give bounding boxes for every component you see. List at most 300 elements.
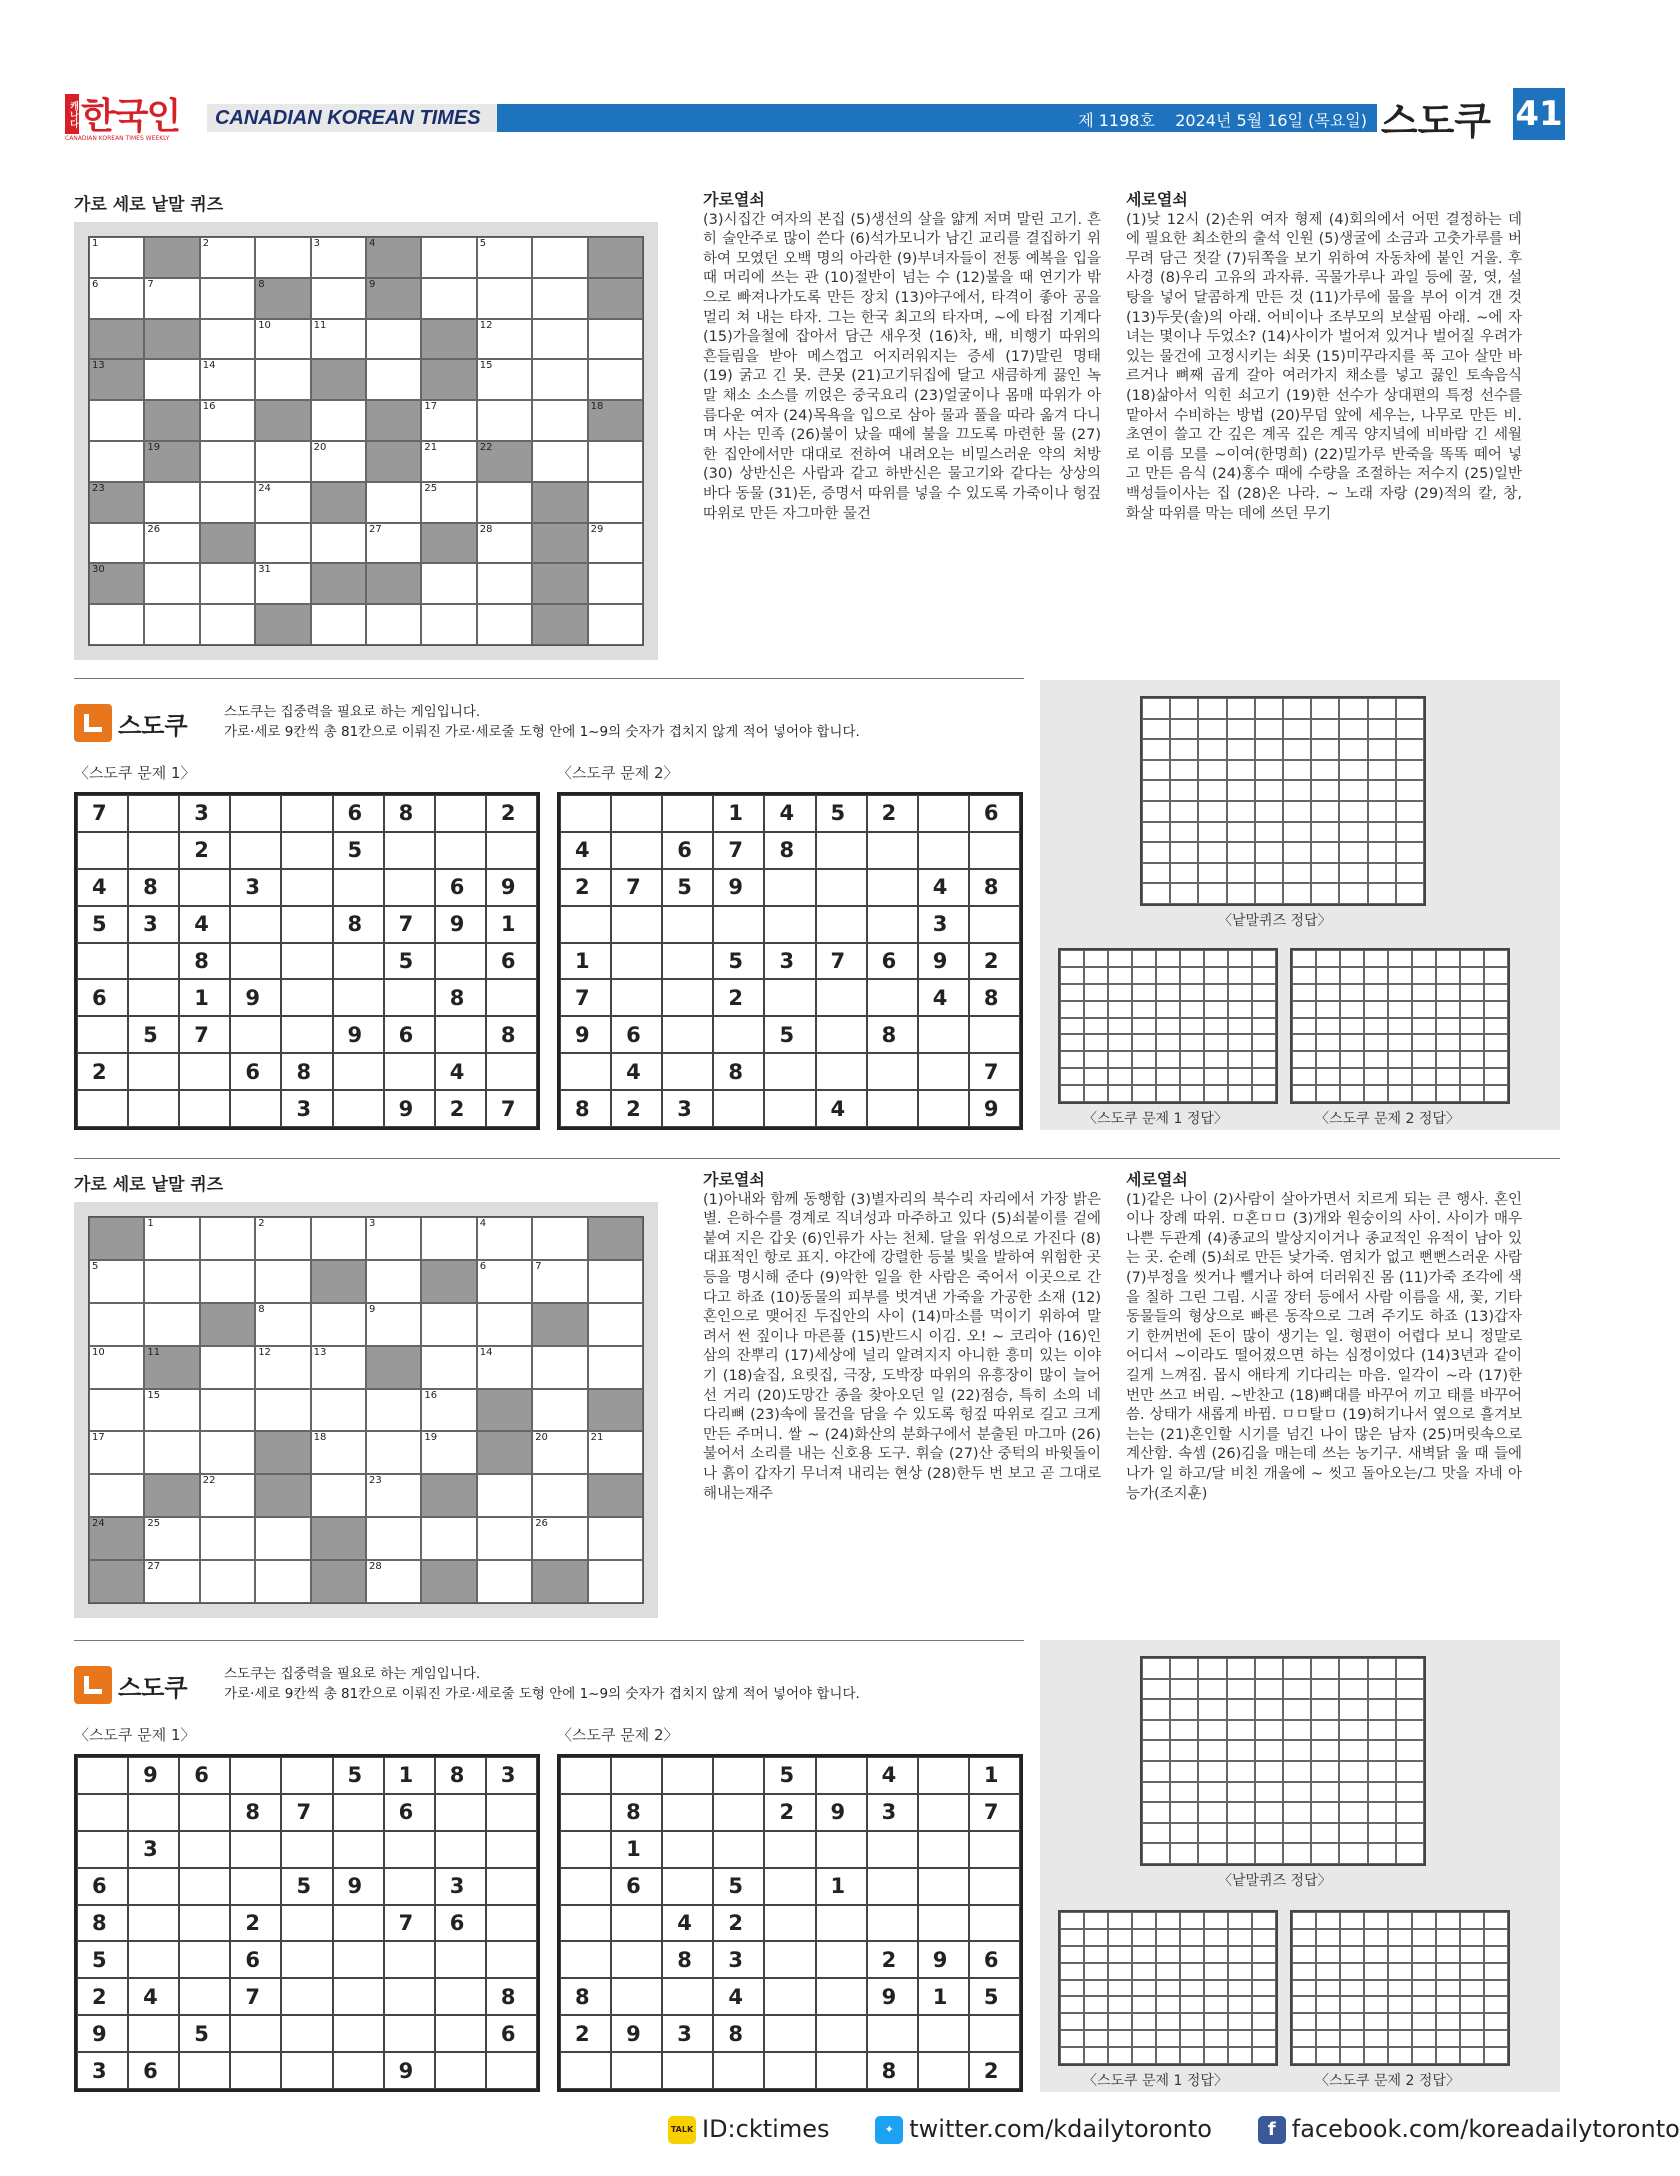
sudoku-cell[interactable] [179, 1868, 230, 1905]
crossword-cell[interactable] [532, 319, 587, 360]
sudoku-cell[interactable] [969, 1016, 1020, 1053]
sudoku-cell[interactable] [560, 1794, 611, 1831]
sudoku-cell[interactable]: 2 [179, 832, 230, 869]
sudoku-cell[interactable] [179, 1794, 230, 1831]
sudoku-cell[interactable] [486, 1905, 537, 1942]
sudoku-cell[interactable]: 7 [611, 869, 662, 906]
sudoku-cell[interactable] [230, 2052, 281, 2089]
crossword-cell[interactable] [421, 278, 476, 319]
crossword-cell[interactable] [311, 319, 366, 360]
crossword-cell[interactable] [255, 482, 310, 523]
crossword-cell[interactable] [532, 523, 587, 564]
crossword-cell[interactable] [144, 1517, 199, 1560]
sudoku-cell[interactable] [77, 1090, 128, 1127]
sudoku-cell[interactable]: 7 [816, 943, 867, 980]
sudoku-cell[interactable] [816, 832, 867, 869]
sudoku-cell[interactable] [230, 1016, 281, 1053]
sudoku-cell[interactable] [281, 1941, 332, 1978]
crossword-cell[interactable] [89, 482, 144, 523]
sudoku-cell[interactable] [486, 1868, 537, 1905]
sudoku-cell[interactable] [77, 1794, 128, 1831]
sudoku-cell[interactable] [867, 1053, 918, 1090]
sudoku-cell[interactable] [816, 2015, 867, 2052]
sudoku-cell[interactable]: 5 [333, 1757, 384, 1794]
crossword-cell[interactable] [366, 278, 421, 319]
sudoku-cell[interactable] [384, 832, 435, 869]
sudoku-cell[interactable]: 5 [77, 1941, 128, 1978]
sudoku-cell[interactable] [918, 795, 969, 832]
crossword-cell[interactable] [311, 1303, 366, 1346]
sudoku-cell[interactable]: 5 [662, 869, 713, 906]
sudoku-cell[interactable] [918, 1794, 969, 1831]
sudoku-cell[interactable] [128, 832, 179, 869]
crossword-cell[interactable] [477, 523, 532, 564]
sudoku-cell[interactable] [611, 832, 662, 869]
crossword-cell[interactable] [311, 1474, 366, 1517]
crossword-cell[interactable] [477, 441, 532, 482]
crossword-cell[interactable] [366, 1389, 421, 1432]
crossword-cell[interactable] [477, 1346, 532, 1389]
sudoku-cell[interactable] [560, 795, 611, 832]
crossword-cell[interactable] [89, 400, 144, 441]
crossword-cell[interactable] [311, 278, 366, 319]
sudoku-cell[interactable] [867, 2015, 918, 2052]
crossword-cell[interactable] [366, 1474, 421, 1517]
crossword-cell[interactable] [421, 359, 476, 400]
sudoku-cell[interactable]: 8 [486, 1978, 537, 2015]
crossword-cell[interactable] [366, 1260, 421, 1303]
crossword-cell[interactable] [89, 1560, 144, 1603]
sudoku-cell[interactable] [128, 1090, 179, 1127]
sudoku-cell[interactable]: 1 [969, 1757, 1020, 1794]
crossword-cell[interactable] [255, 1217, 310, 1260]
sudoku-cell[interactable]: 3 [867, 1794, 918, 1831]
sudoku-cell[interactable]: 6 [230, 1941, 281, 1978]
crossword-cell[interactable] [421, 400, 476, 441]
sudoku-cell[interactable]: 3 [128, 906, 179, 943]
sudoku-cell[interactable] [764, 1831, 815, 1868]
sudoku-cell[interactable]: 3 [230, 869, 281, 906]
sudoku-cell[interactable]: 9 [816, 1794, 867, 1831]
sudoku-cell[interactable] [435, 832, 486, 869]
crossword-cell[interactable] [144, 441, 199, 482]
crossword-cell[interactable] [477, 1474, 532, 1517]
sudoku-cell[interactable] [384, 869, 435, 906]
crossword-cell[interactable] [421, 237, 476, 278]
sudoku-cell[interactable] [230, 1090, 281, 1127]
crossword-cell[interactable] [144, 400, 199, 441]
sudoku-cell[interactable]: 6 [486, 2015, 537, 2052]
sudoku-cell[interactable]: 5 [281, 1868, 332, 1905]
sudoku-cell[interactable] [867, 1090, 918, 1127]
sudoku-cell[interactable]: 4 [560, 832, 611, 869]
sudoku-cell[interactable] [611, 2052, 662, 2089]
crossword-cell[interactable] [588, 482, 643, 523]
crossword-cell[interactable] [588, 1517, 643, 1560]
crossword-cell[interactable] [421, 1217, 476, 1260]
sudoku-cell[interactable] [281, 1757, 332, 1794]
sudoku-cell[interactable]: 8 [281, 1053, 332, 1090]
sudoku-cell[interactable] [918, 1757, 969, 1794]
sudoku-cell[interactable] [867, 979, 918, 1016]
sudoku-cell[interactable] [384, 1053, 435, 1090]
sudoku-cell[interactable] [179, 2052, 230, 2089]
crossword-cell[interactable] [421, 1303, 476, 1346]
sudoku-cell[interactable]: 1 [384, 1757, 435, 1794]
sudoku-cell[interactable] [384, 1941, 435, 1978]
sudoku-cell[interactable] [713, 1090, 764, 1127]
sudoku-cell[interactable]: 1 [179, 979, 230, 1016]
crossword-cell[interactable] [200, 604, 255, 645]
sudoku-cell[interactable] [486, 832, 537, 869]
sudoku-cell[interactable]: 9 [230, 979, 281, 1016]
sudoku-cell[interactable] [128, 2015, 179, 2052]
sudoku-cell[interactable]: 6 [611, 1016, 662, 1053]
crossword-cell[interactable] [89, 1431, 144, 1474]
crossword-cell[interactable] [477, 319, 532, 360]
sudoku-cell[interactable]: 2 [867, 1941, 918, 1978]
crossword-cell[interactable] [311, 400, 366, 441]
crossword-cell[interactable] [477, 1303, 532, 1346]
sudoku-cell[interactable] [611, 943, 662, 980]
crossword-cell[interactable] [144, 563, 199, 604]
sudoku-cell[interactable]: 2 [435, 1090, 486, 1127]
crossword-cell[interactable] [477, 1217, 532, 1260]
crossword-cell[interactable] [255, 1346, 310, 1389]
sudoku-cell[interactable]: 3 [128, 1831, 179, 1868]
sudoku-cell[interactable] [435, 2052, 486, 2089]
sudoku-cell[interactable]: 5 [969, 1978, 1020, 2015]
crossword-cell[interactable] [366, 563, 421, 604]
sudoku-cell[interactable] [867, 1868, 918, 1905]
sudoku-cell[interactable] [560, 1868, 611, 1905]
crossword-cell[interactable] [311, 1431, 366, 1474]
sudoku-cell[interactable]: 3 [662, 2015, 713, 2052]
crossword-cell[interactable] [255, 441, 310, 482]
crossword-cell[interactable] [532, 1431, 587, 1474]
sudoku-cell[interactable]: 4 [713, 1978, 764, 2015]
sudoku-cell[interactable]: 6 [128, 2052, 179, 2089]
crossword-cell[interactable] [200, 1346, 255, 1389]
crossword-cell[interactable] [421, 1560, 476, 1603]
sudoku-cell[interactable] [77, 1016, 128, 1053]
sudoku-cell[interactable]: 4 [918, 869, 969, 906]
crossword-cell[interactable] [144, 1474, 199, 1517]
crossword-cell[interactable] [255, 604, 310, 645]
sudoku-cell[interactable] [867, 906, 918, 943]
sudoku-cell[interactable] [611, 979, 662, 1016]
sudoku-cell[interactable]: 3 [435, 1868, 486, 1905]
sudoku-cell[interactable] [179, 1053, 230, 1090]
sudoku-cell[interactable]: 2 [713, 1905, 764, 1942]
crossword-cell[interactable] [200, 523, 255, 564]
sudoku-cell[interactable] [816, 906, 867, 943]
sudoku-cell[interactable]: 9 [435, 906, 486, 943]
sudoku-cell[interactable] [867, 1905, 918, 1942]
crossword-cell[interactable] [200, 1431, 255, 1474]
crossword-cell[interactable] [311, 523, 366, 564]
sudoku-cell[interactable] [281, 943, 332, 980]
sudoku-cell[interactable]: 8 [969, 979, 1020, 1016]
sudoku-cell[interactable] [662, 979, 713, 1016]
crossword-cell[interactable] [89, 1517, 144, 1560]
crossword-cell[interactable] [532, 1346, 587, 1389]
sudoku-cell[interactable] [128, 1868, 179, 1905]
crossword-cell[interactable] [366, 523, 421, 564]
sudoku-cell[interactable] [560, 906, 611, 943]
sudoku-cell[interactable] [486, 1053, 537, 1090]
crossword-cell[interactable] [200, 278, 255, 319]
sudoku-cell[interactable]: 8 [128, 869, 179, 906]
sudoku-cell[interactable]: 8 [560, 1090, 611, 1127]
sudoku-cell[interactable]: 1 [611, 1831, 662, 1868]
crossword-cell[interactable] [532, 1474, 587, 1517]
sudoku-cell[interactable]: 6 [77, 979, 128, 1016]
sudoku-cell[interactable] [333, 1905, 384, 1942]
sudoku-cell[interactable] [611, 1757, 662, 1794]
sudoku-cell[interactable] [918, 1053, 969, 1090]
sudoku-cell[interactable] [333, 1090, 384, 1127]
sudoku-cell[interactable] [611, 1978, 662, 2015]
sudoku-cell[interactable]: 8 [384, 795, 435, 832]
sudoku-cell[interactable]: 9 [384, 2052, 435, 2089]
sudoku-cell[interactable]: 8 [435, 979, 486, 1016]
sudoku-cell[interactable]: 4 [764, 795, 815, 832]
crossword-cell[interactable] [532, 278, 587, 319]
crossword-cell[interactable] [532, 441, 587, 482]
crossword-cell[interactable] [255, 1260, 310, 1303]
sudoku-cell[interactable] [662, 1757, 713, 1794]
sudoku-cell[interactable] [816, 869, 867, 906]
crossword-cell[interactable] [532, 1260, 587, 1303]
crossword-cell[interactable] [89, 563, 144, 604]
crossword-cell[interactable] [89, 1260, 144, 1303]
sudoku-cell[interactable] [764, 906, 815, 943]
crossword-cell[interactable] [588, 1389, 643, 1432]
sudoku-cell[interactable] [128, 795, 179, 832]
sudoku-cell[interactable] [611, 906, 662, 943]
crossword-cell[interactable] [255, 523, 310, 564]
sudoku-cell[interactable]: 8 [713, 2015, 764, 2052]
sudoku-cell[interactable] [333, 1794, 384, 1831]
crossword-cell[interactable] [200, 400, 255, 441]
crossword-cell[interactable] [200, 1474, 255, 1517]
sudoku-cell[interactable] [918, 2015, 969, 2052]
sudoku-cell[interactable] [816, 979, 867, 1016]
sudoku-cell[interactable] [918, 1868, 969, 1905]
sudoku-cell[interactable]: 9 [918, 1941, 969, 1978]
sudoku-cell[interactable] [128, 1053, 179, 1090]
sudoku-cell[interactable] [486, 2052, 537, 2089]
crossword-cell[interactable] [477, 359, 532, 400]
sudoku-cell[interactable]: 1 [816, 1868, 867, 1905]
sudoku-cell[interactable] [435, 1978, 486, 2015]
sudoku-cell[interactable] [333, 1053, 384, 1090]
crossword-cell[interactable] [311, 1346, 366, 1389]
sudoku-cell[interactable] [77, 832, 128, 869]
crossword-cell[interactable] [366, 441, 421, 482]
sudoku-cell[interactable]: 2 [867, 795, 918, 832]
sudoku-cell[interactable]: 2 [713, 979, 764, 1016]
sudoku-cell[interactable] [128, 1794, 179, 1831]
sudoku-cell[interactable] [333, 1941, 384, 1978]
crossword-cell[interactable] [144, 278, 199, 319]
crossword-cell[interactable] [255, 1389, 310, 1432]
sudoku-cell[interactable] [764, 1978, 815, 2015]
crossword-cell[interactable] [366, 482, 421, 523]
crossword-cell[interactable] [144, 319, 199, 360]
sudoku-cell[interactable]: 8 [333, 906, 384, 943]
sudoku-cell[interactable] [128, 979, 179, 1016]
crossword-cell[interactable] [255, 278, 310, 319]
sudoku-cell[interactable]: 7 [384, 906, 435, 943]
crossword-cell[interactable] [477, 237, 532, 278]
crossword-cell[interactable] [311, 1517, 366, 1560]
sudoku-cell[interactable]: 7 [486, 1090, 537, 1127]
sudoku-cell[interactable]: 3 [764, 943, 815, 980]
crossword-cell[interactable] [89, 359, 144, 400]
sudoku-cell[interactable] [713, 1831, 764, 1868]
sudoku-cell[interactable]: 8 [77, 1905, 128, 1942]
crossword-cell[interactable] [311, 1560, 366, 1603]
sudoku-cell[interactable]: 8 [969, 869, 1020, 906]
sudoku-cell[interactable] [764, 2015, 815, 2052]
crossword-cell[interactable] [144, 482, 199, 523]
sudoku-cell[interactable]: 3 [662, 1090, 713, 1127]
sudoku-cell[interactable]: 8 [435, 1757, 486, 1794]
sudoku-cell[interactable]: 2 [969, 943, 1020, 980]
sudoku-cell[interactable] [128, 943, 179, 980]
crossword-cell[interactable] [532, 563, 587, 604]
sudoku-cell[interactable] [560, 1941, 611, 1978]
crossword-cell[interactable] [532, 237, 587, 278]
sudoku-cell[interactable] [281, 1016, 332, 1053]
crossword-cell[interactable] [144, 523, 199, 564]
crossword-cell[interactable] [144, 604, 199, 645]
sudoku-cell[interactable]: 2 [77, 1978, 128, 2015]
sudoku-cell[interactable] [486, 1941, 537, 1978]
sudoku-cell[interactable]: 9 [867, 1978, 918, 2015]
crossword-cell[interactable] [588, 1560, 643, 1603]
crossword-cell[interactable] [144, 1389, 199, 1432]
crossword-cell[interactable] [311, 1217, 366, 1260]
crossword-cell[interactable] [477, 482, 532, 523]
crossword-cell[interactable] [311, 237, 366, 278]
sudoku-cell[interactable] [764, 1905, 815, 1942]
crossword-cell[interactable] [200, 1217, 255, 1260]
crossword-cell[interactable] [89, 441, 144, 482]
crossword-cell[interactable] [421, 1431, 476, 1474]
crossword-cell[interactable] [200, 359, 255, 400]
crossword-cell[interactable] [588, 1431, 643, 1474]
sudoku-cell[interactable]: 6 [662, 832, 713, 869]
crossword-cell[interactable] [200, 482, 255, 523]
crossword-cell[interactable] [421, 441, 476, 482]
crossword-cell[interactable] [144, 1560, 199, 1603]
sudoku-cell[interactable] [486, 1831, 537, 1868]
sudoku-cell[interactable] [486, 979, 537, 1016]
sudoku-cell[interactable]: 3 [713, 1941, 764, 1978]
crossword-cell[interactable] [532, 359, 587, 400]
sudoku-cell[interactable] [384, 979, 435, 1016]
crossword-cell[interactable] [255, 359, 310, 400]
crossword-cell[interactable] [477, 1517, 532, 1560]
sudoku-cell[interactable]: 6 [969, 1941, 1020, 1978]
sudoku-cell[interactable]: 5 [764, 1016, 815, 1053]
sudoku-cell[interactable] [764, 1941, 815, 1978]
sudoku-cell[interactable] [816, 1978, 867, 2015]
crossword-cell[interactable] [255, 563, 310, 604]
sudoku-cell[interactable]: 4 [816, 1090, 867, 1127]
sudoku-cell[interactable]: 7 [230, 1978, 281, 2015]
sudoku-cell[interactable]: 2 [560, 869, 611, 906]
sudoku-cell[interactable]: 9 [611, 2015, 662, 2052]
sudoku-cell[interactable]: 6 [486, 943, 537, 980]
crossword-cell[interactable] [311, 563, 366, 604]
crossword-cell[interactable] [89, 1474, 144, 1517]
sudoku-cell[interactable] [969, 1868, 1020, 1905]
sudoku-cell[interactable]: 7 [77, 795, 128, 832]
crossword-cell[interactable] [311, 482, 366, 523]
sudoku-cell[interactable]: 2 [77, 1053, 128, 1090]
sudoku-cell[interactable]: 8 [486, 1016, 537, 1053]
crossword-cell[interactable] [588, 359, 643, 400]
sudoku-cell[interactable]: 8 [713, 1053, 764, 1090]
sudoku-cell[interactable]: 3 [918, 906, 969, 943]
crossword-cell[interactable] [588, 1474, 643, 1517]
crossword-cell[interactable] [588, 237, 643, 278]
sudoku-cell[interactable]: 6 [384, 1016, 435, 1053]
sudoku-cell[interactable]: 5 [816, 795, 867, 832]
crossword-cell[interactable] [366, 1303, 421, 1346]
sudoku-cell[interactable]: 9 [333, 1016, 384, 1053]
crossword-cell[interactable] [366, 1431, 421, 1474]
sudoku-cell[interactable] [918, 832, 969, 869]
crossword-cell[interactable] [366, 604, 421, 645]
sudoku-cell[interactable] [179, 1090, 230, 1127]
crossword-cell[interactable] [477, 563, 532, 604]
sudoku-cell[interactable]: 2 [764, 1794, 815, 1831]
sudoku-cell[interactable]: 3 [77, 2052, 128, 2089]
sudoku-cell[interactable] [764, 869, 815, 906]
sudoku-cell[interactable] [969, 2015, 1020, 2052]
crossword-cell[interactable] [366, 1217, 421, 1260]
sudoku-cell[interactable] [611, 795, 662, 832]
sudoku-cell[interactable]: 7 [281, 1794, 332, 1831]
crossword-cell[interactable] [421, 604, 476, 645]
crossword-cell[interactable] [588, 563, 643, 604]
sudoku-cell[interactable] [662, 1831, 713, 1868]
sudoku-cell[interactable] [486, 1794, 537, 1831]
sudoku-cell[interactable] [333, 943, 384, 980]
sudoku-cell[interactable] [560, 2052, 611, 2089]
sudoku-cell[interactable] [281, 1905, 332, 1942]
sudoku-cell[interactable] [764, 2052, 815, 2089]
sudoku-cell[interactable] [764, 1053, 815, 1090]
crossword-cell[interactable] [200, 319, 255, 360]
sudoku-cell[interactable] [816, 2052, 867, 2089]
crossword-cell[interactable] [588, 1303, 643, 1346]
crossword-cell[interactable] [421, 1517, 476, 1560]
crossword-cell[interactable] [366, 359, 421, 400]
crossword-cell[interactable] [89, 1217, 144, 1260]
sudoku-cell[interactable] [435, 795, 486, 832]
crossword-cell[interactable] [200, 441, 255, 482]
sudoku-cell[interactable] [918, 1090, 969, 1127]
sudoku-cell[interactable]: 6 [435, 1905, 486, 1942]
sudoku-cell[interactable] [713, 906, 764, 943]
crossword-cell[interactable] [89, 604, 144, 645]
